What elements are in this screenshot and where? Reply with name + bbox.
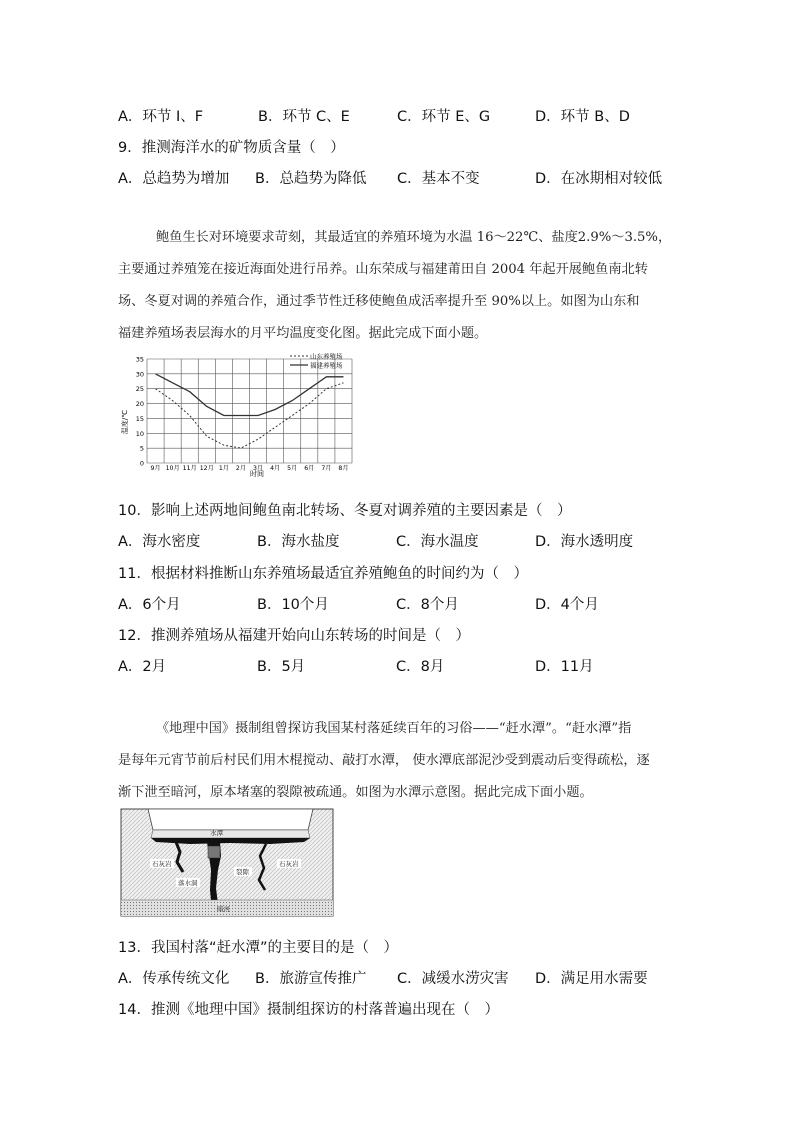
y-tick-label: 35 <box>135 355 144 364</box>
material-paragraph-1 <box>118 222 678 350</box>
q9-option-d: D．在冰期相对较低 <box>535 171 663 187</box>
y-tick-label: 20 <box>135 400 144 409</box>
y-tick-label: 15 <box>135 414 144 423</box>
y-tick-label: 5 <box>139 444 144 453</box>
pond-water <box>151 830 310 838</box>
q8-option-d: D．环节 B、D <box>535 109 630 125</box>
chart-grid <box>147 359 352 463</box>
q11-option-a: A．6个月 <box>118 597 181 613</box>
q13-option-b: B．旅游宣传推广 <box>255 971 367 987</box>
q13-stem: 13．我国村落“赶水潭”的主要目的是（ ） <box>118 940 398 956</box>
q11-stem: 11．根据材料推断山东养殖场最适宜养殖鲍鱼的时间约为（ ） <box>118 566 528 582</box>
pond-basin <box>148 809 313 830</box>
x-tick-label: 5月 <box>287 465 298 472</box>
water-pond-diagram <box>120 808 335 918</box>
label-limestone-left: 石灰岩 <box>152 860 172 868</box>
q10-option-a: A．海水密度 <box>118 534 201 550</box>
y-tick-label: 25 <box>135 385 144 394</box>
x-tick-label: 6月 <box>304 465 315 472</box>
q13-option-d: D．满足用水需要 <box>535 971 648 987</box>
legend-label-fujian: 福建养殖场 <box>310 361 343 370</box>
material2-line-3: 渐下泄至暗河，原本堵塞的裂隙被疏通。如图为水潭示意图。据此完成下面小题。 <box>118 785 593 800</box>
material1-line-1: 鲍鱼生长对环境要求苛刻，其最适宜的养殖环境为水温 16～22℃、盐度2.9%～3.5%， <box>156 230 672 245</box>
q11-option-b: B．10个月 <box>257 597 329 613</box>
material-paragraph-2 <box>118 713 678 809</box>
q13-option-c: C．减缓水涝灾害 <box>397 971 509 987</box>
y-tick-label: 30 <box>135 370 144 379</box>
label-pond: 水潭 <box>210 829 223 837</box>
sinkhole-plug <box>208 846 220 858</box>
x-tick-label: 9月 <box>150 465 161 472</box>
label-limestone-right: 石灰岩 <box>279 860 299 868</box>
q14-stem: 14．推测《地理中国》摄制组探访的村落普遍出现在（ ） <box>118 1002 499 1018</box>
chart-y-axis-label: 温度/℃ <box>121 409 129 435</box>
q9-option-b: B．总趋势为降低 <box>255 171 367 187</box>
label-river: 暗河 <box>217 905 230 913</box>
q12-option-d: D．11月 <box>535 659 594 675</box>
q9-option-a: A．总趋势为增加 <box>118 171 230 187</box>
y-tick-label: 10 <box>135 429 144 438</box>
q12-option-b: B．5月 <box>257 659 306 675</box>
q11-option-d: D．4个月 <box>535 597 599 613</box>
x-tick-label: 12月 <box>199 465 214 472</box>
x-tick-label: 2月 <box>235 465 247 472</box>
x-tick-label: 11月 <box>182 465 197 472</box>
q12-stem: 12．推测养殖场从福建开始向山东转场的时间是（ ） <box>118 628 470 644</box>
chart-y-ticks <box>136 356 144 468</box>
material2-line-1: 《地理中国》摄制组曾探访我国某村落延续百年的习俗——“赶水潭”。“赶水潭”指 <box>156 721 632 736</box>
material1-line-2: 主要通过养殖笼在接近海面处进行吊养。山东荣成与福建莆田自 2004 年起开展鲍鱼南北转 <box>118 262 648 277</box>
q8-option-a: A．环节 I、F <box>118 109 204 125</box>
q12-option-c: C．8月 <box>396 659 445 675</box>
q10-stem: 10．影响上述两地间鲍鱼南北转场、冬夏对调养殖的主要因素是（ ） <box>118 503 572 519</box>
material1-line-4: 福建养殖场表层海水的月平均温度变化图。据此完成下面小题。 <box>118 326 488 341</box>
q9-option-c: C．基本不变 <box>397 171 480 187</box>
q10-option-c: C．海水温度 <box>396 534 479 550</box>
q13-option-a: A．传承传统文化 <box>118 971 230 987</box>
q10-option-d: D．海水透明度 <box>535 534 634 550</box>
q8-option-c: C．环节 E、G <box>397 109 491 125</box>
q8-option-b: B．环节 C、E <box>258 109 350 125</box>
legend-label-shandong: 山东养殖场 <box>310 352 343 361</box>
y-tick-label: 0 <box>139 459 144 468</box>
x-tick-label: 3月 <box>252 465 264 472</box>
x-tick-label: 1月 <box>218 465 229 472</box>
label-sinkhole: 落水洞 <box>178 879 198 887</box>
q12-option-a: A．2月 <box>118 659 167 675</box>
x-tick-label: 8月 <box>338 465 349 472</box>
x-tick-label: 4月 <box>270 465 281 472</box>
q9-stem: 9．推测海洋水的矿物质含量（ ） <box>118 140 345 156</box>
material2-line-2: 是每年元宵节前后村民们用木棍搅动、敲打水潭， 使水潭底部泥沙受到震动后变得疏松，逐 <box>118 753 650 768</box>
material1-line-3: 场、冬夏对调的养殖合作，通过季节性迁移使鲍鱼成活率提升至 90%以上。如图为山东和 <box>118 294 640 309</box>
q11-option-c: C．8个月 <box>396 597 459 613</box>
temperature-line-chart <box>118 350 363 478</box>
q10-option-b: B．海水盐度 <box>257 534 340 550</box>
chart-x-axis-label: 时间 <box>250 470 264 478</box>
x-tick-label: 10月 <box>165 465 180 472</box>
x-tick-label: 7月 <box>321 465 332 472</box>
label-fissure: 裂隙 <box>236 868 249 876</box>
